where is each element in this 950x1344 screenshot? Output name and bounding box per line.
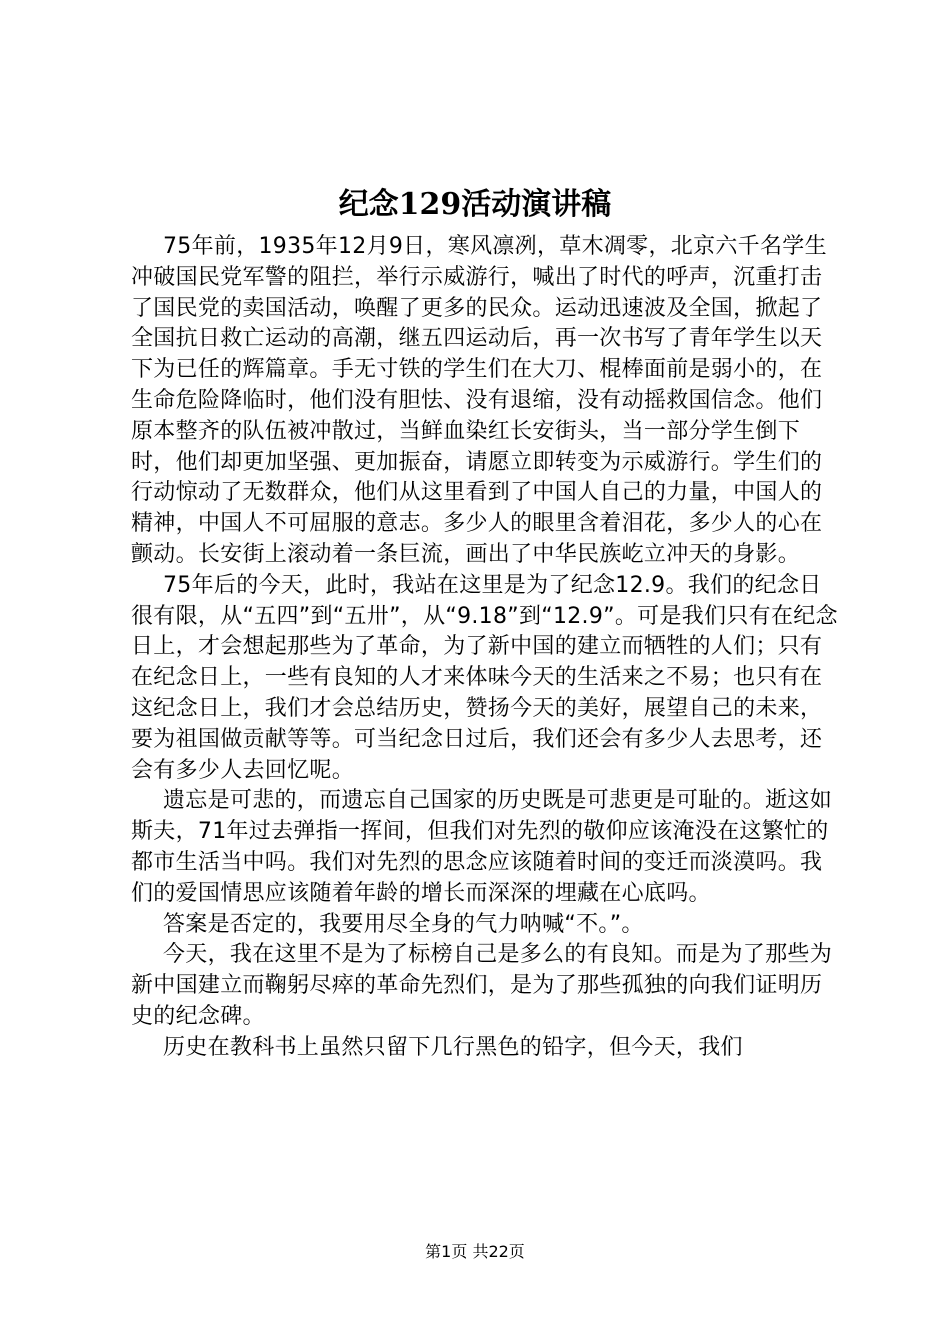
- paragraph-2: 75年后的今天，此时，我站在这里是为了纪念12.9。我们的纪念日很有限，从“五四”到“五卅”，从“9.18”到“12.9”。可是我们只有在纪念日上，才会想起那些为了革命，为了新中国的建立而牺牲的人们；只有在纪念日上，一些有良知的人才来体味今天的生活来之不易；也只有在这纪念日上，我们才会总结历史，赞扬今天的美好，展望自己的未来，要为祖国做贡献等等。可当纪念日过后，我们还会有多少人去思考，还会有多少人去回忆呢。: [131, 572, 838, 783]
- page-number-footer: 第1页 共22页: [425, 1242, 525, 1261]
- paragraph-5: 今天，我在这里不是为了标榜自己是多么的有良知。而是为了那些为新中国建立而鞠躬尽瘁的革命先烈们，是为了那些孤独的向我们证明历史的纪念碑。: [131, 942, 833, 1029]
- document-title: 纪念129活动演讲稿: [338, 187, 612, 222]
- paragraph-6: 历史在教科书上虽然只留下几行黑色的铅字，但今天，我们: [163, 1034, 743, 1060]
- document-body: [131, 232, 841, 1064]
- paragraph-1: 75年前，1935年12月9日，寒风凛冽，草木凋零，北京六千名学生冲破国民党军警的阻拦，举行示威游行，喊出了时代的呼声，沉重打击了国民党的卖国活动，唤醒了更多的民众。运动迅速波及全国，掀起了全国抗日救亡运动的高潮，继五四运动后，再一次书写了青年学生以天下为已任的辉篇章。手无寸铁的学生们在大刀、棍棒面前是弱小的，在生命危险降临时，他们没有胆怯、没有退缩，没有动摇救国信念。他们原本整齐的队伍被冲散过，当鲜血染红长安街头，当一部分学生倒下时，他们却更加坚强、更加振奋，请愿立即转变为示威游行。学生们的行动惊动了无数群众，他们从这里看到了中国人自己的力量，中国人的精神，中国人不可屈服的意志。多少人的眼里含着泪花，多少人的心在颤动。长安街上滚动着一条巨流，画出了中华民族屹立冲天的身影。: [131, 234, 827, 567]
- paragraph-3: 遗忘是可悲的，而遗忘自己国家的历史既是可悲更是可耻的。逝这如斯夫，71年过去弹指一挥间，但我们对先烈的敬仰应该淹没在这繁忙的都市生活当中吗。我们对先烈的思念应该随着时间的变迁而淡漠吗。我们的爱国情思应该随着年龄的增长而深深的埋藏在心底吗。: [131, 788, 833, 906]
- paragraph-4: 答案是否定的，我要用尽全身的气力呐喊“不。”。: [163, 911, 644, 937]
